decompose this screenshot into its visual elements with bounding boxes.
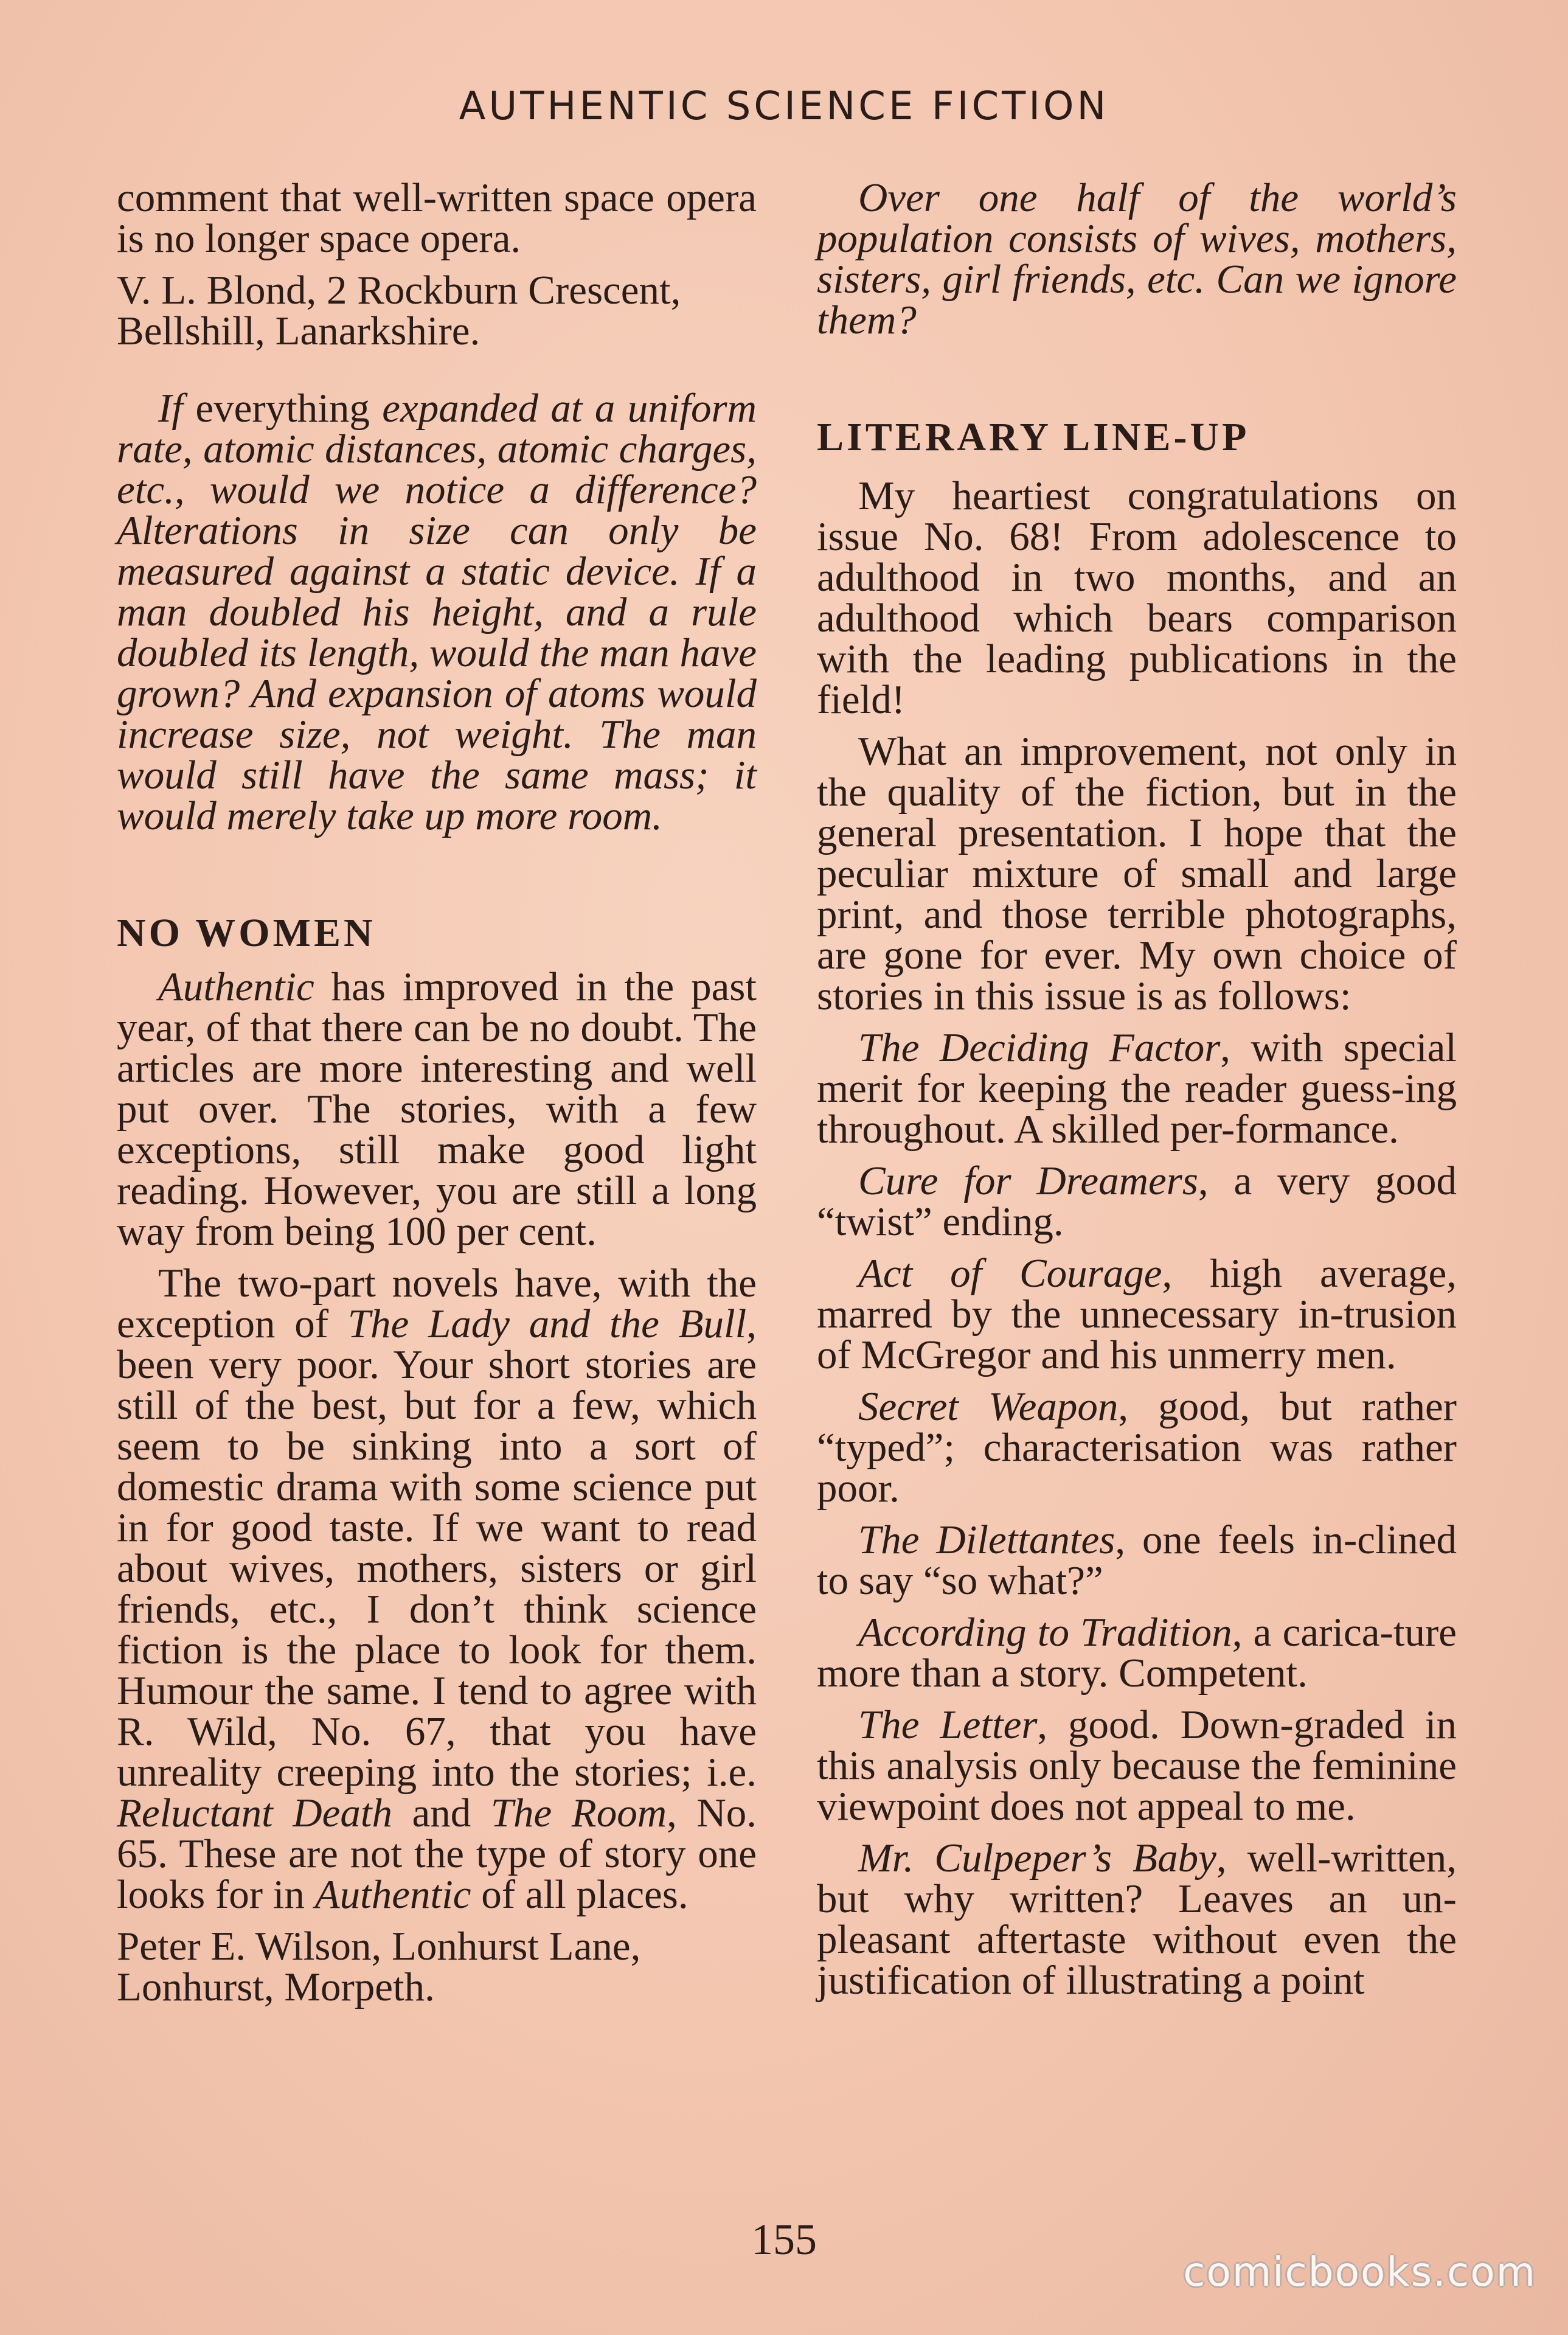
watermark: comicbooks.com	[1183, 2249, 1536, 2295]
signature-line: Bellshill, Lanarkshire.	[117, 308, 480, 353]
story-title: According to Tradition	[858, 1610, 1232, 1655]
section-heading: LITERARY LINE-UP	[817, 415, 1250, 459]
story-review: The Deciding Factor, with special merit for keeping the reader guess-ing throughout. A skilled per-formance.	[817, 1025, 1457, 1152]
running-header: AUTHENTIC SCIENCE FICTION	[459, 84, 1109, 129]
page-number: 155	[751, 2215, 817, 2264]
signature-line: Lonhurst, Morpeth.	[117, 1964, 435, 2010]
story-review: Act of Courage, high average, marred by the unnecessary in-trusion of McGregor and his unmerry men.	[817, 1251, 1457, 1377]
letter-paragraph: The two-part novels have, with the exception of The Lady and the Bull, been very poor. Your short stories are still of the best, but for a few, which seem to be sinking into a sort of domestic drama with some science put in for good taste. If we want to read about wives, mothers, sisters or girl friends, etc., I don’t think science fiction is the place to look for them. Humour the same. I tend to agree with R. Wild, No. 67, that you have unreality creeping into the stories; i.e. Reluctant Death and The Room, No. 65. These are not the type of story one looks for in Authentic of all places.	[117, 1261, 757, 1917]
letter-paragraph: Authentic has improved in the past year, of that there can be no doubt. The articles are more interesting and well put over. The stories, with a few exceptions, still make good light reading. However, you are still a long way from being 100 per cent.	[117, 964, 757, 1254]
left-column	[117, 175, 757, 2010]
signature-line: Peter E. Wilson, Lonhurst Lane,	[117, 1924, 641, 1969]
section-heading: NO WOMEN	[117, 911, 376, 955]
story-review: Secret Weapon, good, but rather “typed”; characterisation was rather poor.	[817, 1384, 1457, 1511]
editor-reply: Over one half of the world’s population consists of wives, mothers, sisters, girl friends, etc. Can we ignore them?	[817, 175, 1457, 343]
story-review: According to Tradition, a carica-ture more than a story. Competent.	[817, 1610, 1457, 1696]
story-title: Cure for Dreamers	[858, 1158, 1198, 1203]
signature-line: V. L. Blond, 2 Rockburn Crescent,	[117, 268, 681, 313]
letter-continuation: comment that well-written space opera is no longer space opera.	[117, 175, 757, 261]
letter-paragraph: My heartiest congratulations on issue No. 68! From adolescence to adulthood in two months, and an adulthood which bears comparison with the leading publications in the field!	[817, 473, 1457, 722]
story-review: The Dilettantes, one feels in-clined to say “so what?”	[817, 1517, 1457, 1603]
story-title: The Deciding Factor	[858, 1025, 1221, 1070]
story-title: The Letter	[858, 1702, 1038, 1747]
letter-signature	[117, 270, 757, 352]
story-title: Secret Weapon	[858, 1384, 1119, 1429]
story-review: The Letter, good. Down-graded in this analysis only because the feminine viewpoint does not appeal to me.	[817, 1702, 1457, 1829]
story-title: Mr. Culpeper’s Baby	[858, 1836, 1216, 1881]
letter-paragraph: What an improvement, not only in the quality of the fiction, but in the general presentation. I hope that the peculiar mixture of small and large print, and those terrible photographs, are gone for ever. My own choice of stories in this issue is as follows:	[817, 729, 1457, 1018]
letter-signature	[117, 1926, 757, 2008]
story-review: Mr. Culpeper’s Baby, well-written, but why written? Leaves an un-pleasant aftertaste without even the justification of illustrating a point	[817, 1836, 1457, 2003]
story-title: The Dilettantes	[858, 1517, 1115, 1562]
story-title: Act of Courage	[858, 1251, 1162, 1296]
editor-reply: If everything expanded at a uniform rate, atomic distances, atomic charges, etc., would we notice a difference? Alterations in size can only be measured against a static device. If a man doubled his height, and a rule doubled its length, would the man have grown? And expansion of atoms would increase size, not weight. The man would still have the same mass; it would merely take up more room.	[117, 386, 757, 838]
right-column	[817, 175, 1457, 2003]
story-review: Cure for Dreamers, a very good “twist” ending.	[817, 1158, 1457, 1244]
